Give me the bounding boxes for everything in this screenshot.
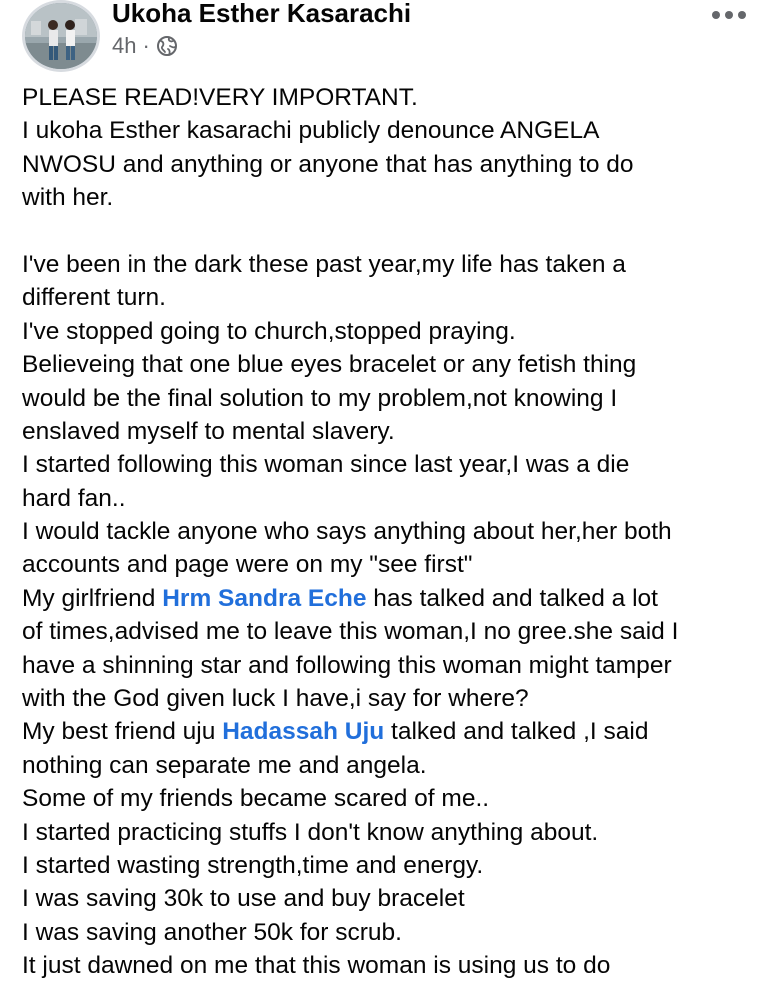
post-text-line — [22, 248, 750, 281]
post-text: I started practicing stuffs I don't know anything about. — [22, 818, 599, 846]
more-dot — [738, 11, 746, 19]
post-text-line — [22, 548, 750, 581]
mention-link[interactable]: Hadassah Uju — [222, 718, 385, 746]
post-text: would be the final solution to my problem,not knowing I — [22, 384, 618, 412]
post-text-line — [22, 882, 750, 915]
post-text-line — [22, 849, 750, 882]
post-header — [0, 0, 767, 74]
post-text-line — [22, 682, 750, 715]
post-text-line — [22, 615, 750, 648]
post-text: different turn. — [22, 284, 166, 312]
post-text: I've stopped going to church,stopped praying. — [22, 317, 516, 345]
post-text: I was saving 30k to use and buy bracelet — [22, 885, 465, 913]
post-text-line — [22, 382, 750, 415]
post-text-line — [22, 782, 750, 815]
post-text-line — [22, 715, 750, 748]
post-text-line — [22, 415, 750, 448]
post-text-line — [22, 649, 750, 682]
post-text: My best friend uju — [22, 718, 223, 746]
post-text: It just dawned on me that this woman is using us to do — [22, 952, 611, 980]
post-text: I ukoha Esther kasarachi publicly denounce ANGELA — [22, 117, 600, 145]
avatar-photo — [25, 3, 97, 69]
post-text: Believeing that one blue eyes bracelet or any fetish thing — [22, 351, 637, 379]
post-text: I started following this woman since last year,I was a die — [22, 451, 630, 479]
post-text-line — [22, 482, 750, 515]
blank-line — [22, 215, 750, 248]
post-text: enslaved myself to mental slavery. — [22, 417, 395, 445]
post-text: NWOSU and anything or anyone that has anything to do — [22, 150, 634, 178]
post-text: have a shinning star and following this woman might tamper — [22, 651, 672, 679]
post-text: I was saving another 50k for scrub. — [22, 918, 402, 946]
post-text: PLEASE READ!VERY IMPORTANT. — [22, 84, 418, 111]
post-text: I've been in the dark these past year,my life has taken a — [22, 250, 626, 278]
author-name[interactable]: Ukoha Esther Kasarachi — [112, 0, 412, 28]
post-text: with the God given luck I have,i say for where? — [22, 685, 529, 713]
post-text-line — [22, 114, 750, 147]
post-text-line — [22, 315, 750, 348]
post-text-line — [22, 181, 750, 214]
post-text-line — [22, 582, 750, 615]
more-dot — [725, 11, 733, 19]
post-text-line — [22, 81, 750, 114]
post-text: I would tackle anyone who says anything about her,her both — [22, 518, 672, 546]
meta-separator: · — [142, 33, 150, 58]
more-options-icon[interactable] — [711, 6, 747, 24]
post-text-line — [22, 448, 750, 481]
mention-link[interactable]: Hrm Sandra Eche — [162, 584, 367, 612]
post-text: of times,advised me to leave this woman,I no gree.she said I — [22, 618, 679, 646]
post-text: nothing can separate me and angela. — [22, 751, 427, 779]
post-text-line — [22, 281, 750, 314]
post-time[interactable]: 4h — [112, 33, 137, 58]
post-text: hard fan.. — [22, 484, 126, 512]
post-text-line — [22, 949, 750, 982]
post-body — [22, 81, 750, 983]
post-text: My girlfriend — [22, 584, 163, 612]
post-text: has talked and talked a lot — [366, 584, 658, 612]
post-text: accounts and page were on my "see first" — [22, 551, 473, 579]
post-text-line — [22, 348, 750, 381]
post-text: talked and talked ,I said — [384, 718, 649, 746]
globe-icon[interactable] — [156, 35, 178, 57]
post-text: Some of my friends became scared of me.. — [22, 785, 490, 813]
more-dot — [712, 11, 720, 19]
post-meta — [112, 33, 178, 59]
post-text-line — [22, 148, 750, 181]
post-text-line — [22, 816, 750, 849]
post-text-line — [22, 515, 750, 548]
post-text: with her. — [22, 184, 114, 212]
post-text-line — [22, 916, 750, 949]
author-avatar[interactable] — [22, 0, 100, 72]
post-text-line — [22, 749, 750, 782]
post-text: I started wasting strength,time and energy. — [22, 851, 484, 879]
